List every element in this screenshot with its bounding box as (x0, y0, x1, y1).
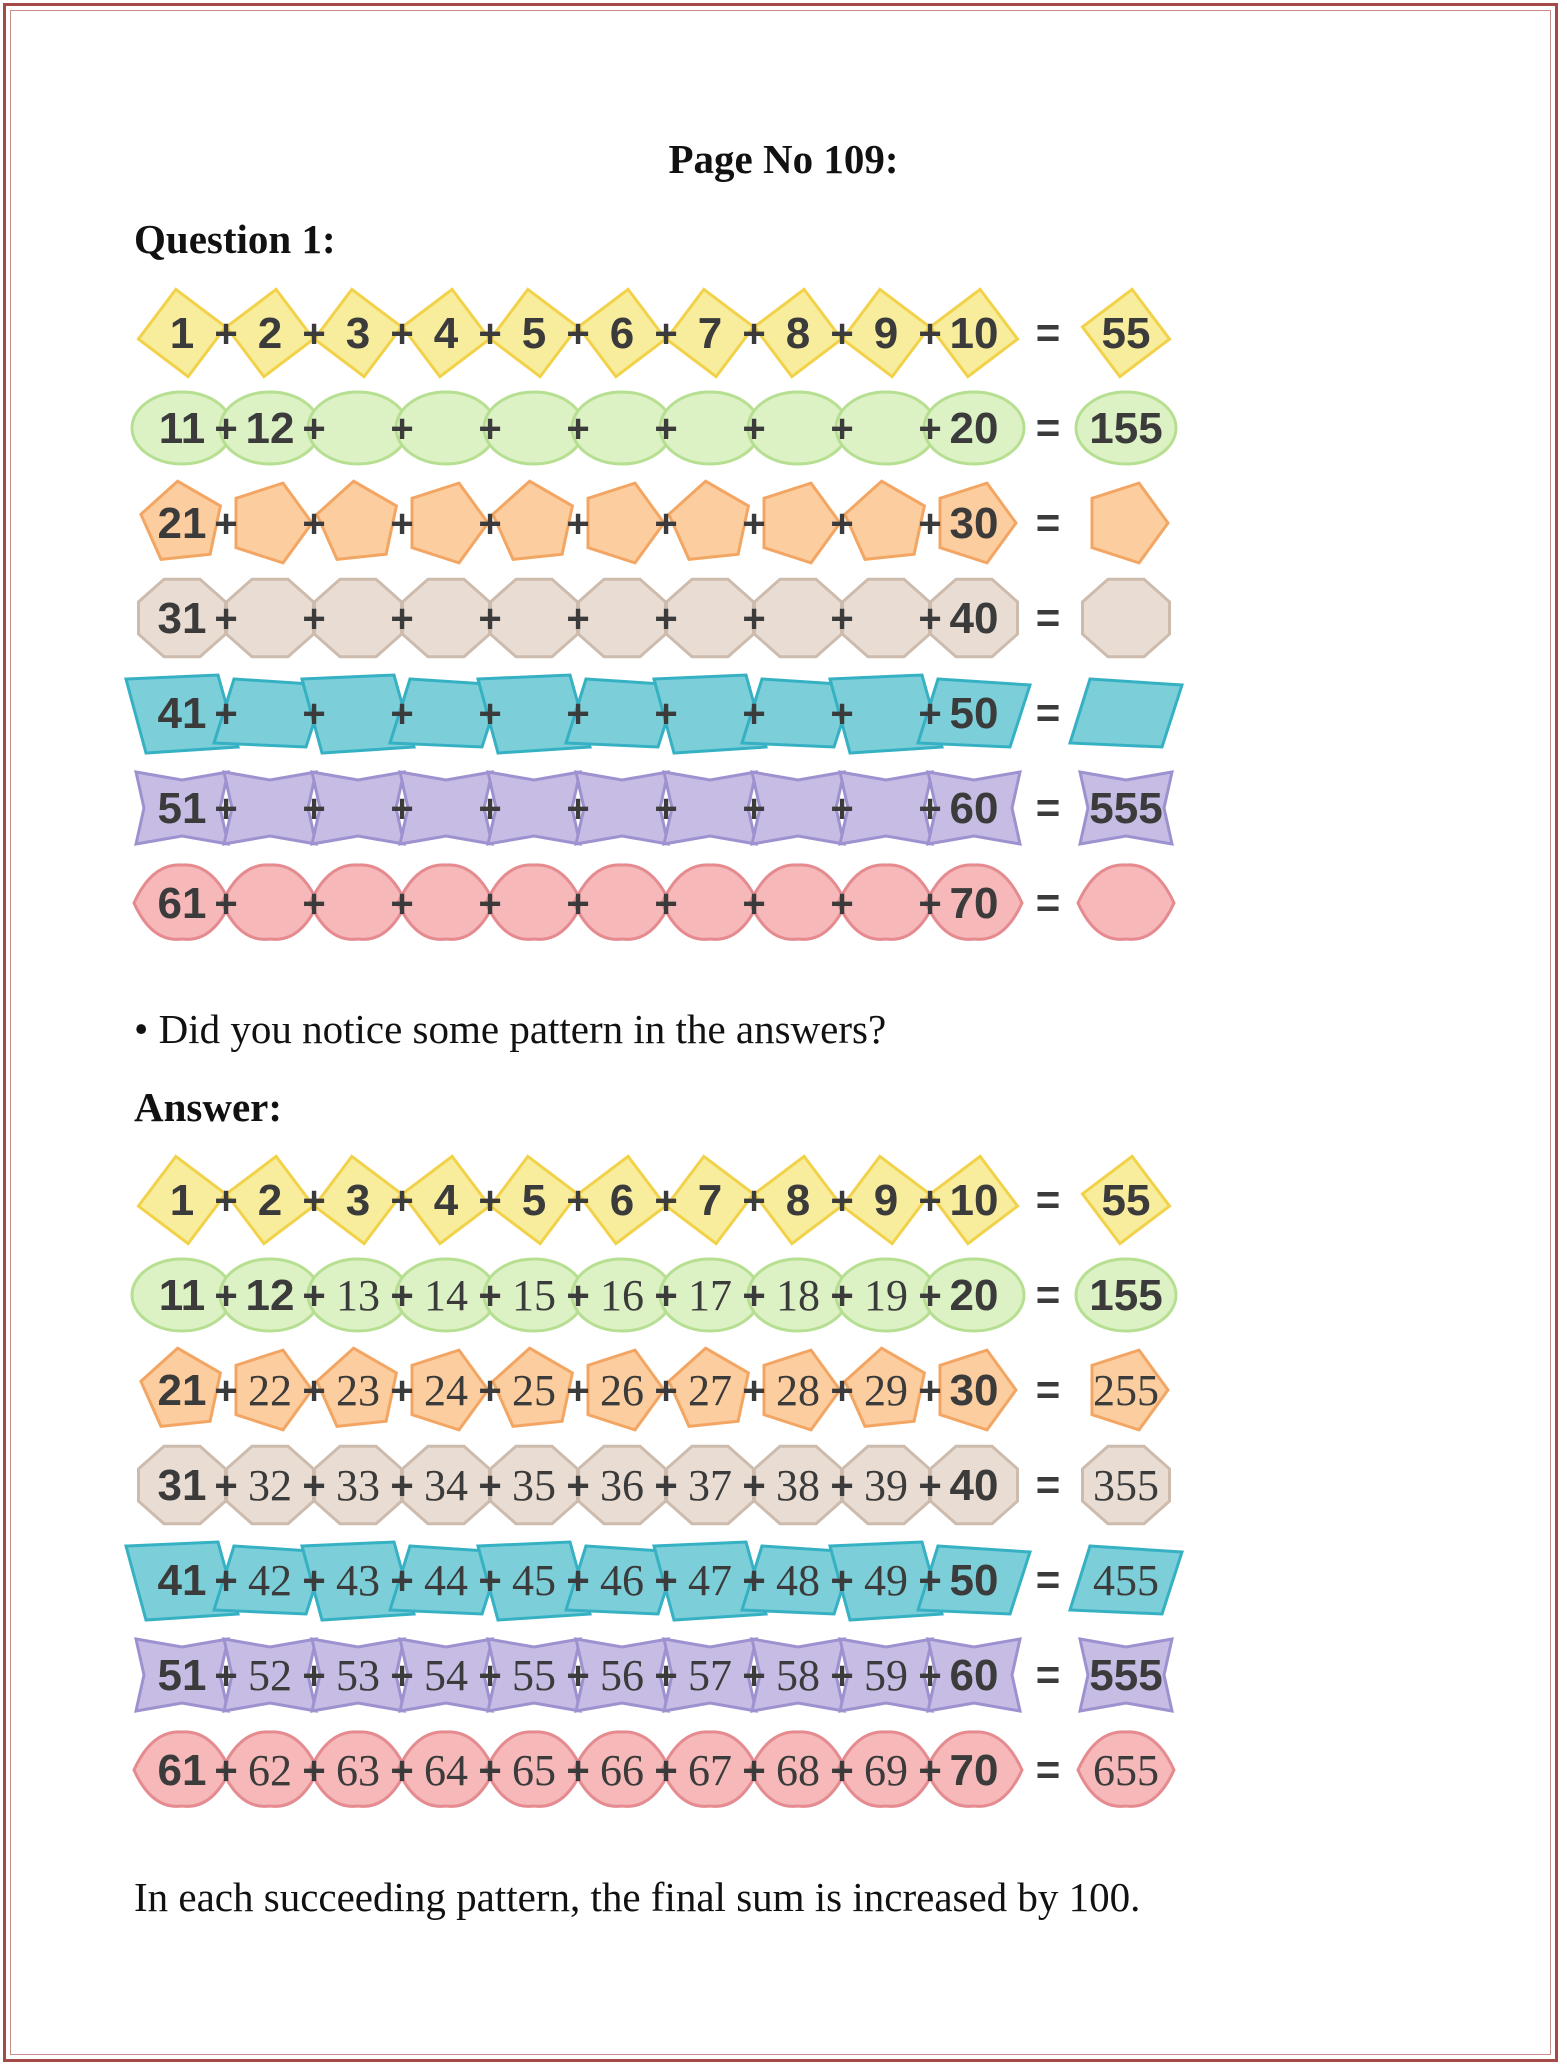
plus-sign: + (654, 597, 678, 641)
equals-sign: = (1035, 1746, 1061, 1793)
term-number: 60 (949, 784, 999, 833)
term-number: 1 (169, 309, 195, 358)
term-number: 5 (521, 309, 547, 358)
plus-sign: + (214, 502, 238, 546)
term-number: 20 (949, 1271, 999, 1320)
plus-sign: + (390, 1464, 414, 1508)
plus-sign: + (302, 1274, 326, 1318)
plus-sign: + (654, 407, 678, 451)
plus-sign: + (654, 1179, 678, 1223)
pentagon-shape (845, 481, 925, 559)
result-octagon-shape (1083, 579, 1170, 657)
plus-sign: + (566, 1654, 590, 1698)
plus-sign: + (654, 1559, 678, 1603)
term-number: 64 (424, 1746, 468, 1795)
plus-sign: + (654, 312, 678, 356)
plus-sign: + (830, 597, 854, 641)
result-number: 455 (1093, 1556, 1159, 1605)
answer-row-5 (126, 1542, 1182, 1620)
plus-sign: + (918, 1559, 942, 1603)
plus-sign: + (918, 692, 942, 736)
term-number: 48 (776, 1556, 820, 1605)
octagon-shape (227, 579, 314, 657)
term-number: 21 (157, 1366, 207, 1415)
plus-sign: + (830, 1369, 854, 1413)
term-number: 66 (600, 1746, 644, 1795)
plus-sign: + (654, 787, 678, 831)
term-number: 51 (157, 784, 207, 833)
term-number: 4 (433, 309, 459, 358)
question-row-4 (139, 579, 1170, 657)
term-number: 45 (512, 1556, 556, 1605)
equals-sign: = (1035, 689, 1061, 736)
plus-sign: + (566, 407, 590, 451)
plus-sign: + (302, 787, 326, 831)
term-number: 5 (521, 1176, 547, 1225)
term-number: 6 (609, 309, 635, 358)
term-number: 38 (776, 1461, 820, 1510)
plus-sign: + (742, 312, 766, 356)
plus-sign: + (478, 1749, 502, 1793)
term-number: 20 (949, 404, 999, 453)
answer-row-1 (138, 1156, 1169, 1243)
term-number: 41 (157, 689, 207, 738)
term-number: 40 (949, 594, 999, 643)
plus-sign: + (214, 787, 238, 831)
plus-sign: + (566, 502, 590, 546)
term-number: 50 (949, 689, 999, 738)
term-number: 13 (336, 1271, 380, 1320)
term-number: 30 (949, 1366, 999, 1415)
result-parallelogram-shape (1070, 679, 1182, 747)
plus-sign: + (302, 1654, 326, 1698)
term-number: 59 (864, 1651, 908, 1700)
plus-sign: + (918, 502, 942, 546)
plus-sign: + (390, 1274, 414, 1318)
plus-sign: + (214, 1464, 238, 1508)
plus-sign: + (214, 312, 238, 356)
answer-row-4 (139, 1446, 1170, 1524)
term-number: 56 (600, 1651, 644, 1700)
equals-sign: = (1035, 784, 1061, 831)
term-number: 19 (864, 1271, 908, 1320)
result-number: 55 (1101, 309, 1151, 358)
term-number: 9 (873, 1176, 899, 1225)
plus-sign: + (654, 692, 678, 736)
term-number: 42 (248, 1556, 292, 1605)
term-number: 39 (864, 1461, 908, 1510)
question-row-5 (126, 675, 1182, 753)
term-number: 65 (512, 1746, 556, 1795)
plus-sign: + (390, 1179, 414, 1223)
term-number: 62 (248, 1746, 292, 1795)
plus-sign: + (478, 692, 502, 736)
plus-sign: + (566, 882, 590, 926)
term-number: 21 (157, 499, 207, 548)
plus-sign: + (302, 1464, 326, 1508)
pentagon-shape (764, 483, 840, 563)
plus-sign: + (214, 1179, 238, 1223)
octagon-shape (843, 579, 930, 657)
question-row-3 (141, 481, 1168, 563)
term-number: 12 (245, 404, 295, 453)
plus-sign: + (830, 882, 854, 926)
pentagon-shape (412, 483, 488, 563)
plus-sign: + (566, 1464, 590, 1508)
term-number: 69 (864, 1746, 908, 1795)
equals-sign: = (1035, 879, 1061, 926)
term-number: 50 (949, 1556, 999, 1605)
plus-sign: + (302, 1559, 326, 1603)
plus-sign: + (390, 502, 414, 546)
plus-sign: + (830, 1749, 854, 1793)
plus-sign: + (566, 1369, 590, 1413)
result-number: 55 (1101, 1176, 1151, 1225)
plus-sign: + (566, 312, 590, 356)
plus-sign: + (654, 1369, 678, 1413)
question-text: • Did you notice some pattern in the answers? (134, 1006, 887, 1052)
page-title: Page No 109: (668, 136, 899, 182)
term-number: 15 (512, 1271, 556, 1320)
plus-sign: + (742, 882, 766, 926)
plus-sign: + (302, 407, 326, 451)
plus-sign: + (830, 1274, 854, 1318)
plus-sign: + (918, 787, 942, 831)
term-number: 6 (609, 1176, 635, 1225)
plus-sign: + (390, 407, 414, 451)
plus-sign: + (302, 502, 326, 546)
result-number: 155 (1089, 404, 1163, 453)
plus-sign: + (214, 1654, 238, 1698)
plus-sign: + (390, 787, 414, 831)
plus-sign: + (302, 692, 326, 736)
term-number: 3 (345, 1176, 371, 1225)
plus-sign: + (654, 1654, 678, 1698)
result-pentagon-shape (1092, 483, 1168, 563)
plus-sign: + (302, 1369, 326, 1413)
term-number: 2 (257, 309, 283, 358)
equals-sign: = (1035, 594, 1061, 641)
plus-sign: + (830, 1654, 854, 1698)
plus-sign: + (478, 502, 502, 546)
plus-sign: + (214, 597, 238, 641)
term-number: 10 (949, 309, 999, 358)
plus-sign: + (302, 882, 326, 926)
term-number: 28 (776, 1366, 820, 1415)
plus-sign: + (918, 312, 942, 356)
result-number: 555 (1089, 1651, 1163, 1700)
plus-sign: + (214, 407, 238, 451)
pentagon-shape (669, 481, 749, 559)
question-row-6 (136, 772, 1172, 844)
plus-sign: + (742, 1559, 766, 1603)
term-number: 60 (949, 1651, 999, 1700)
term-number: 70 (949, 1746, 999, 1795)
term-number: 9 (873, 309, 899, 358)
term-number: 54 (424, 1651, 468, 1700)
term-number: 49 (864, 1556, 908, 1605)
term-number: 67 (688, 1746, 732, 1795)
plus-sign: + (478, 882, 502, 926)
result-number: 155 (1089, 1271, 1163, 1320)
result-number: 355 (1093, 1461, 1159, 1510)
plus-sign: + (742, 787, 766, 831)
result-number: 655 (1093, 1746, 1159, 1795)
plus-sign: + (830, 692, 854, 736)
term-number: 29 (864, 1366, 908, 1415)
plus-sign: + (478, 312, 502, 356)
plus-sign: + (566, 787, 590, 831)
term-number: 61 (157, 879, 207, 928)
plus-sign: + (742, 692, 766, 736)
equals-sign: = (1035, 1271, 1061, 1318)
answer-sum-puzzle (130, 1152, 1190, 1808)
term-number: 70 (949, 879, 999, 928)
question-row-1 (138, 289, 1169, 376)
plus-sign: + (830, 1179, 854, 1223)
term-number: 4 (433, 1176, 459, 1225)
plus-sign: + (918, 1654, 942, 1698)
octagon-shape (667, 579, 754, 657)
plus-sign: + (918, 1749, 942, 1793)
plus-sign: + (214, 882, 238, 926)
plus-sign: + (566, 1559, 590, 1603)
plus-sign: + (390, 312, 414, 356)
term-number: 51 (157, 1651, 207, 1700)
plus-sign: + (654, 1464, 678, 1508)
equals-sign: = (1035, 404, 1061, 451)
plus-sign: + (566, 1749, 590, 1793)
plus-sign: + (742, 407, 766, 451)
plus-sign: + (830, 407, 854, 451)
plus-sign: + (478, 1369, 502, 1413)
equals-sign: = (1035, 309, 1061, 356)
plus-sign: + (654, 502, 678, 546)
plus-sign: + (918, 1179, 942, 1223)
plus-sign: + (830, 1464, 854, 1508)
term-number: 7 (697, 309, 723, 358)
equals-sign: = (1035, 1651, 1061, 1698)
plus-sign: + (478, 407, 502, 451)
plus-sign: + (302, 312, 326, 356)
plus-sign: + (214, 1559, 238, 1603)
term-number: 31 (157, 594, 207, 643)
pentagon-shape (493, 481, 573, 559)
term-number: 36 (600, 1461, 644, 1510)
plus-sign: + (742, 502, 766, 546)
term-number: 41 (157, 1556, 207, 1605)
term-number: 14 (424, 1271, 468, 1320)
plus-sign: + (214, 1749, 238, 1793)
plus-sign: + (918, 1274, 942, 1318)
equals-sign: = (1035, 1366, 1061, 1413)
term-number: 35 (512, 1461, 556, 1510)
plus-sign: + (214, 1369, 238, 1413)
plus-sign: + (566, 597, 590, 641)
plus-sign: + (566, 692, 590, 736)
term-number: 18 (776, 1271, 820, 1320)
plus-sign: + (478, 597, 502, 641)
octagon-shape (491, 579, 578, 657)
term-number: 44 (424, 1556, 468, 1605)
term-number: 30 (949, 499, 999, 548)
term-number: 68 (776, 1746, 820, 1795)
term-number: 8 (785, 309, 811, 358)
term-number: 40 (949, 1461, 999, 1510)
answer-row-6 (136, 1639, 1172, 1711)
term-number: 63 (336, 1746, 380, 1795)
equals-sign: = (1035, 1556, 1061, 1603)
plus-sign: + (478, 1464, 502, 1508)
term-number: 3 (345, 309, 371, 358)
plus-sign: + (742, 1749, 766, 1793)
term-number: 11 (158, 404, 206, 453)
plus-sign: + (390, 597, 414, 641)
term-number: 57 (688, 1651, 732, 1700)
octagon-shape (579, 579, 666, 657)
answer-label: Answer: (134, 1084, 283, 1130)
term-number: 27 (688, 1366, 732, 1415)
question-label: Question 1: (134, 216, 336, 262)
term-number: 8 (785, 1176, 811, 1225)
question-row-2 (132, 392, 1176, 464)
term-number: 26 (600, 1366, 644, 1415)
question-sum-puzzle (130, 285, 1190, 941)
conclusion-text: In each succeeding pattern, the final sum is increased by 100. (134, 1874, 1141, 1920)
term-number: 1 (169, 1176, 195, 1225)
term-number: 34 (424, 1461, 468, 1510)
equals-sign: = (1035, 499, 1061, 546)
plus-sign: + (214, 692, 238, 736)
answer-row-7 (134, 1732, 1174, 1806)
term-number: 22 (248, 1366, 292, 1415)
plus-sign: + (742, 1179, 766, 1223)
plus-sign: + (478, 787, 502, 831)
term-number: 17 (688, 1271, 732, 1320)
plus-sign: + (742, 597, 766, 641)
equals-sign: = (1035, 1176, 1061, 1223)
plus-sign: + (654, 1274, 678, 1318)
pentagon-shape (317, 481, 397, 559)
term-number: 24 (424, 1366, 468, 1415)
term-number: 2 (257, 1176, 283, 1225)
term-number: 12 (245, 1271, 295, 1320)
term-number: 10 (949, 1176, 999, 1225)
plus-sign: + (390, 1559, 414, 1603)
question-row-7 (134, 865, 1174, 939)
term-number: 46 (600, 1556, 644, 1605)
term-number: 61 (157, 1746, 207, 1795)
plus-sign: + (478, 1559, 502, 1603)
term-number: 43 (336, 1556, 380, 1605)
answer-row-2 (132, 1259, 1176, 1331)
result-number: 555 (1089, 784, 1163, 833)
term-number: 37 (688, 1461, 732, 1510)
plus-sign: + (830, 312, 854, 356)
term-number: 33 (336, 1461, 380, 1510)
answer-row-3 (141, 1348, 1168, 1430)
equals-sign: = (1035, 1461, 1061, 1508)
plus-sign: + (390, 692, 414, 736)
result-number: 255 (1093, 1366, 1159, 1415)
term-number: 55 (512, 1651, 556, 1700)
pentagon-shape (236, 483, 312, 563)
plus-sign: + (566, 1274, 590, 1318)
pentagon-shape (588, 483, 664, 563)
plus-sign: + (478, 1274, 502, 1318)
term-number: 16 (600, 1271, 644, 1320)
plus-sign: + (742, 1464, 766, 1508)
term-number: 52 (248, 1651, 292, 1700)
plus-sign: + (654, 1749, 678, 1793)
term-number: 25 (512, 1366, 556, 1415)
plus-sign: + (742, 1654, 766, 1698)
plus-sign: + (742, 1274, 766, 1318)
term-number: 47 (688, 1556, 732, 1605)
result-lemon-shape (1078, 865, 1174, 939)
plus-sign: + (302, 1179, 326, 1223)
term-number: 11 (158, 1271, 206, 1320)
plus-sign: + (918, 1369, 942, 1413)
plus-sign: + (918, 597, 942, 641)
term-number: 7 (697, 1176, 723, 1225)
plus-sign: + (654, 882, 678, 926)
plus-sign: + (478, 1179, 502, 1223)
plus-sign: + (830, 502, 854, 546)
plus-sign: + (742, 1369, 766, 1413)
term-number: 32 (248, 1461, 292, 1510)
term-number: 31 (157, 1461, 207, 1510)
plus-sign: + (918, 407, 942, 451)
plus-sign: + (830, 787, 854, 831)
plus-sign: + (566, 1179, 590, 1223)
plus-sign: + (214, 1274, 238, 1318)
plus-sign: + (302, 1749, 326, 1793)
octagon-shape (755, 579, 842, 657)
plus-sign: + (390, 882, 414, 926)
octagon-shape (315, 579, 402, 657)
term-number: 53 (336, 1651, 380, 1700)
plus-sign: + (390, 1369, 414, 1413)
plus-sign: + (478, 1654, 502, 1698)
term-number: 23 (336, 1366, 380, 1415)
octagon-shape (403, 579, 490, 657)
plus-sign: + (390, 1749, 414, 1793)
plus-sign: + (918, 1464, 942, 1508)
plus-sign: + (302, 597, 326, 641)
plus-sign: + (830, 1559, 854, 1603)
plus-sign: + (918, 882, 942, 926)
plus-sign: + (390, 1654, 414, 1698)
term-number: 58 (776, 1651, 820, 1700)
